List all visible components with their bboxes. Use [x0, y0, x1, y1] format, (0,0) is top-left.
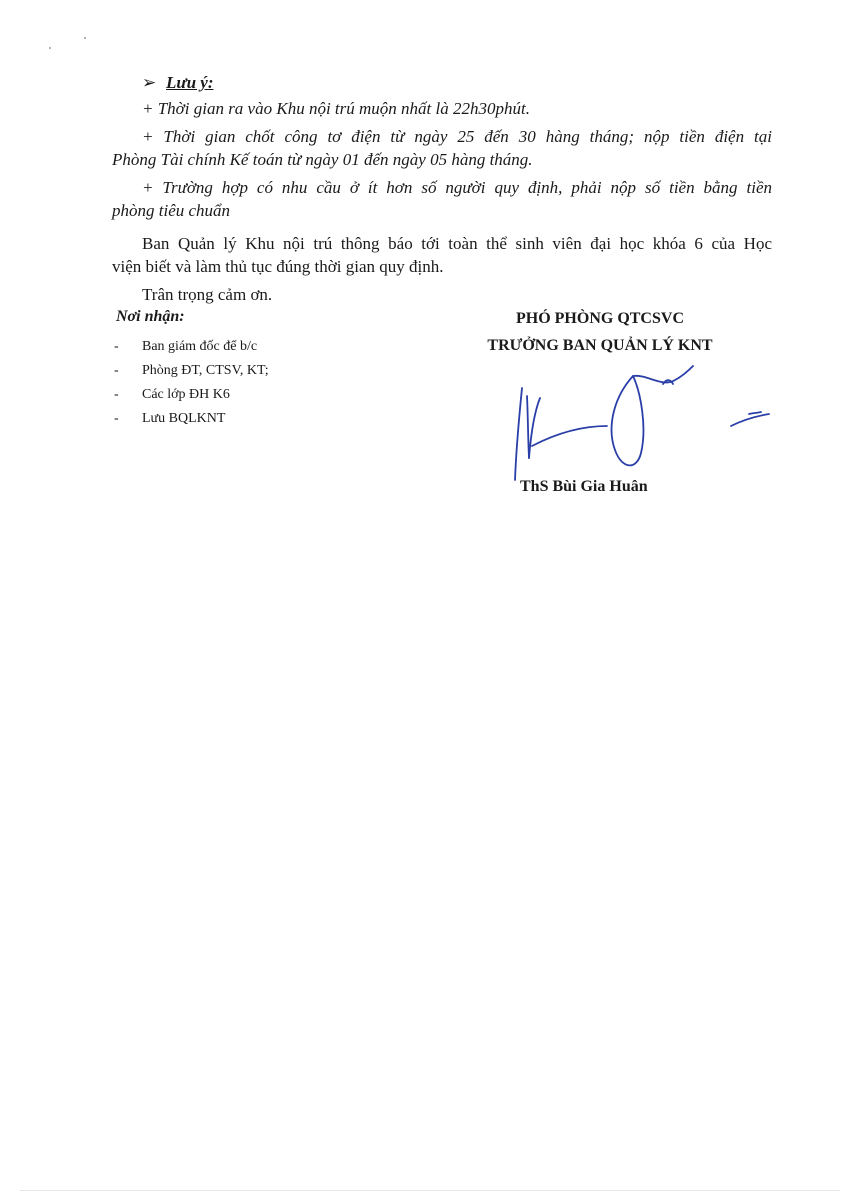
list-item: [112, 409, 269, 433]
recipients-title: Nơi nhận:: [116, 308, 185, 325]
list-item: [112, 385, 269, 409]
recipient-label: Các lớp ĐH K6: [142, 387, 230, 402]
recipient-label: Phòng ĐT, CTSV, KT;: [142, 363, 269, 378]
signatory-position: PHÓ PHÒNG QTCSVC: [515, 310, 684, 327]
note-item-3-line-1: + Trường hợp có nhu cầu ở ít hơn số người quy định, phải nộp số tiền bằng tiền: [142, 178, 772, 197]
note-item-1: + Thời gian ra vào Khu nội trú muộn nhất là 22h30phút.: [142, 99, 530, 118]
note-item-2-line-2: Phòng Tài chính Kế toán từ ngày 01 đến ngày 05 hàng tháng.: [112, 150, 533, 169]
dash-bullet: -: [114, 339, 119, 354]
announcement-line-1: Ban Quản lý Khu nội trú thông báo tới toàn thể sinh viên đại học khóa 6 của Học: [142, 234, 772, 253]
recipient-label: Ban giám đốc để b/c: [142, 339, 258, 354]
dash-bullet: -: [114, 363, 119, 378]
dash-bullet: -: [114, 411, 119, 426]
closing-text: Trân trọng cảm ơn.: [142, 285, 273, 304]
recipients-list: [112, 337, 269, 433]
notes-heading: [142, 72, 802, 94]
note-item-3-line-2: phòng tiêu chuẩn: [112, 201, 231, 220]
scan-edge-line: [20, 1190, 840, 1191]
handwritten-signature: [495, 358, 785, 488]
list-item: [112, 337, 269, 361]
arrow-bullet-icon: ➢: [142, 73, 157, 92]
recipient-label: Lưu BQLKNT: [142, 411, 226, 426]
scan-speck: [84, 37, 86, 39]
scan-speck: [49, 47, 51, 49]
list-item: [112, 361, 269, 385]
signer-name: ThS Bùi Gia Huân: [520, 478, 648, 495]
notes-heading-label: Lưu ý:: [166, 73, 214, 92]
announcement-line-2: viện biết và làm thủ tục đúng thời gian quy định.: [112, 257, 444, 276]
signatory-role: TRƯỞNG BAN QUẢN LÝ KNT: [487, 337, 713, 354]
dash-bullet: -: [114, 387, 119, 402]
note-item-2-line-1: + Thời gian chốt công tơ điện từ ngày 25 đến 30 hàng tháng; nộp tiền điện tại: [142, 127, 772, 146]
